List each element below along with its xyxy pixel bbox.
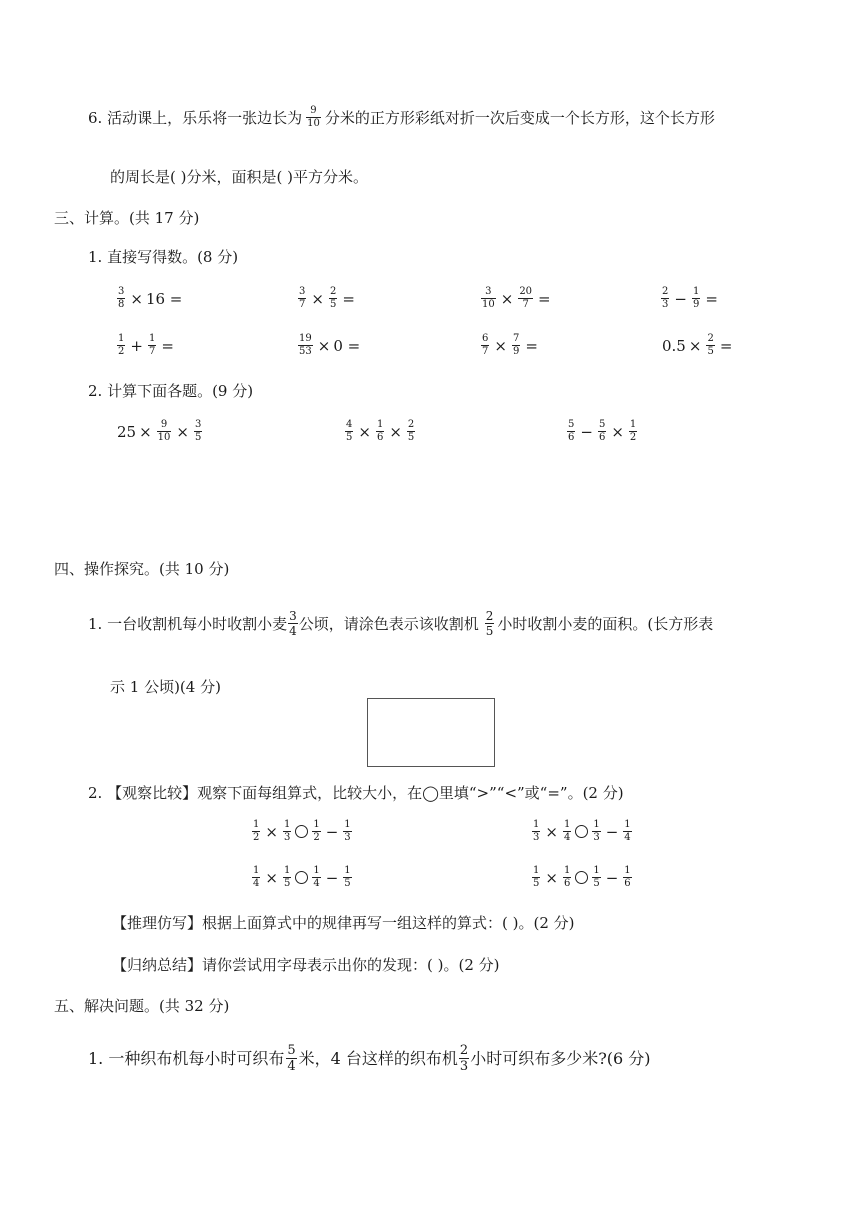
- fraction-denominator: 4: [313, 878, 320, 889]
- fraction: [343, 866, 351, 889]
- fraction-numerator: 1: [148, 333, 156, 344]
- fraction-denominator: 2: [118, 346, 125, 357]
- fraction: [459, 1044, 469, 1073]
- fraction-denominator: 5: [533, 878, 540, 889]
- fraction-numerator: 9: [160, 419, 168, 430]
- fraction-denominator: 5: [407, 432, 415, 443]
- fraction-denominator: 3: [662, 299, 669, 310]
- fraction: [376, 420, 384, 443]
- fraction-numerator: 5: [598, 419, 606, 430]
- math-operator: ×: [311, 289, 324, 308]
- fraction-denominator: 5: [485, 624, 494, 638]
- fraction: [298, 334, 313, 357]
- math-operator: =: [719, 336, 733, 355]
- fraction-numerator: 5: [568, 419, 575, 430]
- fraction: [345, 420, 353, 443]
- math-operator: =: [538, 289, 551, 308]
- fraction-denominator: 6: [563, 878, 571, 889]
- math-operator: +: [130, 336, 143, 355]
- fraction-denominator: 10: [482, 299, 495, 310]
- fraction-denominator: 2: [253, 832, 260, 843]
- fraction: [623, 866, 631, 889]
- section4-summary: 【归纳总结】请你尝试用字母表示出你的发现：( )。(2 分): [112, 956, 500, 974]
- compare-expression: [250, 820, 354, 843]
- section3-title: 三、计算。(共 17 分): [54, 209, 200, 227]
- fraction-denominator: 5: [346, 432, 353, 443]
- calc-item: [659, 287, 721, 310]
- math-operator: =: [705, 289, 718, 308]
- fraction: [592, 866, 600, 889]
- q6-text-part1: 6. 活动课上，乐乐将一张边长为: [88, 108, 303, 127]
- compare-expression: [530, 866, 634, 889]
- fraction-denominator: 5: [344, 878, 351, 889]
- fraction-denominator: 4: [253, 878, 260, 889]
- fraction: [692, 287, 700, 310]
- fraction-numerator: 1: [624, 865, 631, 876]
- fraction: [343, 820, 351, 843]
- section5-title: 五、解决问题。(共 32 分): [54, 997, 230, 1015]
- fraction: [623, 820, 631, 843]
- q6-line1: [88, 106, 715, 129]
- fraction: [512, 334, 520, 357]
- fraction: [563, 866, 571, 889]
- fraction: [629, 420, 637, 443]
- compare-circle[interactable]: [295, 825, 308, 838]
- fraction-numerator: 7: [512, 333, 520, 344]
- math-operator: ×: [494, 336, 507, 355]
- fraction-numerator: 4: [346, 419, 353, 430]
- fraction: [148, 334, 156, 357]
- fraction-denominator: 5: [707, 346, 714, 357]
- fraction: [567, 420, 575, 443]
- fraction-numerator: 6: [482, 333, 489, 344]
- calc-expression: [565, 420, 639, 443]
- fraction-denominator: 4: [563, 832, 571, 843]
- fraction-denominator: 7: [299, 299, 306, 310]
- fraction-numerator: 2: [329, 286, 337, 297]
- fraction: [298, 287, 306, 310]
- compare-expression: [250, 866, 354, 889]
- fraction-denominator: 5: [283, 878, 291, 889]
- fraction-numerator: 1: [376, 419, 384, 430]
- fraction-numerator: 1: [118, 333, 125, 344]
- fraction-numerator: 3: [299, 286, 306, 297]
- compare-circle[interactable]: [575, 871, 588, 884]
- fraction: [592, 820, 600, 843]
- fraction-numerator: 2: [662, 286, 669, 297]
- section4-reasoning: 【推理仿写】根据上面算式中的规律再写一组这样的算式：( )。(2 分): [112, 914, 575, 932]
- math-operator: ×: [176, 422, 189, 441]
- section4-q1-line2: 示 1 公顷)(4 分): [110, 678, 221, 696]
- fraction-numerator: 3: [118, 286, 125, 297]
- fraction: [286, 1044, 296, 1073]
- fraction: [252, 820, 260, 843]
- fraction: [252, 866, 260, 889]
- fraction-denominator: 5: [194, 432, 202, 443]
- q6-text-part2: 分米的正方形彩纸对折一次后变成一个长方形，这个长方形: [324, 108, 715, 127]
- fraction-denominator: 2: [629, 432, 637, 443]
- calc-item: [479, 334, 541, 357]
- calc-item: [479, 287, 554, 310]
- fraction-denominator: 7: [148, 346, 156, 357]
- math-operator: ×: [265, 868, 278, 887]
- fraction-denominator: 6: [376, 432, 384, 443]
- fraction: [312, 820, 320, 843]
- math-operator: −: [580, 422, 593, 441]
- math-operator: ×: [130, 289, 143, 308]
- fraction-numerator: 1: [344, 819, 351, 830]
- calc-item: $\frac{3}{8}$ × 16 =: [118, 286, 183, 310]
- fraction-denominator: 7: [522, 299, 529, 310]
- fraction-numerator: 1: [253, 865, 260, 876]
- fraction: [518, 287, 533, 310]
- calc-expression: [343, 420, 417, 443]
- fraction: [598, 420, 606, 443]
- calc-item: [296, 287, 358, 310]
- fraction-numerator: 9: [310, 105, 317, 116]
- fraction-numerator: 3: [194, 419, 202, 430]
- fraction: [706, 334, 714, 357]
- compare-circle[interactable]: [295, 871, 308, 884]
- fraction-numerator: 1: [563, 819, 571, 830]
- fraction: [288, 610, 298, 637]
- fraction-numerator: 1: [313, 865, 320, 876]
- fraction-denominator: 9: [512, 346, 520, 357]
- fraction: [329, 287, 337, 310]
- fraction-denominator: 4: [287, 1059, 296, 1074]
- hectare-rectangle[interactable]: [367, 698, 495, 767]
- compare-expression: [530, 820, 634, 843]
- fraction-denominator: 4: [624, 832, 631, 843]
- fraction-numerator: 2: [459, 1043, 469, 1058]
- math-operator: −: [674, 289, 687, 308]
- calc-item: [115, 334, 177, 357]
- fraction: [283, 820, 291, 843]
- math-operator: −: [605, 868, 619, 887]
- math-operator: =: [342, 289, 355, 308]
- fraction: [532, 866, 540, 889]
- fraction-numerator: 19: [299, 333, 312, 344]
- fraction-numerator: 1: [344, 865, 351, 876]
- fraction-numerator: 2: [707, 333, 714, 344]
- math-operator: ×: [317, 336, 331, 355]
- fraction-denominator: 3: [459, 1059, 469, 1074]
- fraction: [407, 420, 415, 443]
- section5-q1: 1. 一种织布机每小时可织布 $\frac{5}{4}$ 米，4 台这样的织布机 $\frac{2}{3}$ 小时可织布多少米?(6 分): [88, 1043, 651, 1074]
- fraction: [481, 334, 489, 357]
- fraction-numerator: 1: [283, 865, 291, 876]
- fraction-numerator: 1: [563, 865, 571, 876]
- fraction: [194, 420, 202, 443]
- fraction-numerator: 1: [593, 865, 600, 876]
- math-operator: −: [605, 822, 619, 841]
- math-operator: ×: [545, 822, 558, 841]
- fraction-denominator: 5: [593, 878, 600, 889]
- q6-line2: 的周长是( )分米，面积是( )平方分米。: [110, 168, 368, 186]
- math-operator: ×: [545, 868, 558, 887]
- fraction-numerator: 1: [629, 419, 637, 430]
- fraction: [312, 866, 320, 889]
- math-operator: =: [525, 336, 538, 355]
- fraction-denominator: 3: [283, 832, 291, 843]
- fraction-denominator: 9: [692, 299, 700, 310]
- fraction: [283, 866, 291, 889]
- math-operator: =: [161, 336, 174, 355]
- math-operator: ×: [389, 422, 402, 441]
- fraction-denominator: 3: [533, 832, 540, 843]
- fraction-denominator: 3: [593, 832, 600, 843]
- fraction-denominator: 5: [329, 299, 337, 310]
- fraction: [532, 820, 540, 843]
- fraction-denominator: 4: [289, 624, 297, 638]
- fraction-denominator: 2: [313, 832, 320, 843]
- math-operator: ×: [139, 422, 152, 441]
- calc-item: 0.5 × $\frac{2}{5}$ =: [662, 333, 733, 357]
- section4-q2-title: 2. 【观察比较】观察下面每组算式，比较大小，在◯里填“>”“<”或“=”。(2 分): [88, 784, 624, 802]
- fraction: [157, 420, 172, 443]
- fraction-denominator: 8: [118, 299, 125, 310]
- section3-sub2-title: 2. 计算下面各题。(9 分): [88, 382, 254, 400]
- fraction-denominator: 6: [568, 432, 575, 443]
- fraction-numerator: 1: [313, 819, 320, 830]
- fraction-numerator: 1: [692, 286, 700, 297]
- fraction-denominator: 53: [299, 346, 312, 357]
- calc-expression: 25 × $\frac{9}{10}$ × $\frac{3}{5}$: [117, 419, 202, 443]
- fraction-denominator: 10: [157, 432, 171, 443]
- fraction-numerator: 1: [533, 819, 540, 830]
- fraction-denominator: 6: [598, 432, 606, 443]
- fraction-numerator: 3: [289, 609, 297, 623]
- fraction-numerator: 3: [485, 286, 492, 297]
- compare-circle[interactable]: [575, 825, 588, 838]
- fraction-numerator: 1: [283, 819, 291, 830]
- section4-q1-line1: 1. 一台收割机每小时收割小麦 $\frac{3}{4}$ 公顷，请涂色表示该收割机 $\frac{2}{5}$ 小时收割小麦的面积。(长方形表: [88, 609, 714, 638]
- math-operator: ×: [611, 422, 624, 441]
- math-operator: ×: [358, 422, 371, 441]
- fraction-denominator: 7: [482, 346, 489, 357]
- fraction-numerator: 1: [624, 819, 631, 830]
- fraction-denominator: 6: [624, 878, 631, 889]
- fraction-numerator: 1: [593, 819, 600, 830]
- section3-sub1-title: 1. 直接写得数。(8 分): [88, 248, 239, 266]
- fraction: [563, 820, 571, 843]
- fraction: [481, 287, 496, 310]
- math-operator: −: [325, 822, 339, 841]
- fraction-numerator: 5: [287, 1043, 296, 1058]
- fraction-denominator: 3: [344, 832, 351, 843]
- math-operator: ×: [500, 289, 514, 308]
- section4-title: 四、操作探究。(共 10 分): [54, 560, 230, 578]
- fraction: [661, 287, 669, 310]
- fraction-numerator: 1: [253, 819, 260, 830]
- q6-fraction: [306, 106, 321, 129]
- fraction-denominator: 10: [307, 118, 320, 129]
- fraction-numerator: 2: [407, 419, 415, 430]
- fraction: [117, 334, 125, 357]
- fraction: [485, 610, 495, 637]
- fraction-numerator: 1: [533, 865, 540, 876]
- fraction-numerator: 2: [485, 609, 494, 623]
- math-operator: −: [325, 868, 339, 887]
- math-operator: ×: [688, 336, 702, 355]
- fraction: [117, 287, 125, 310]
- fraction-numerator: 20: [519, 286, 533, 297]
- calc-item: $\frac{19}{53}$ × 0 =: [299, 333, 361, 357]
- math-operator: ×: [265, 822, 278, 841]
